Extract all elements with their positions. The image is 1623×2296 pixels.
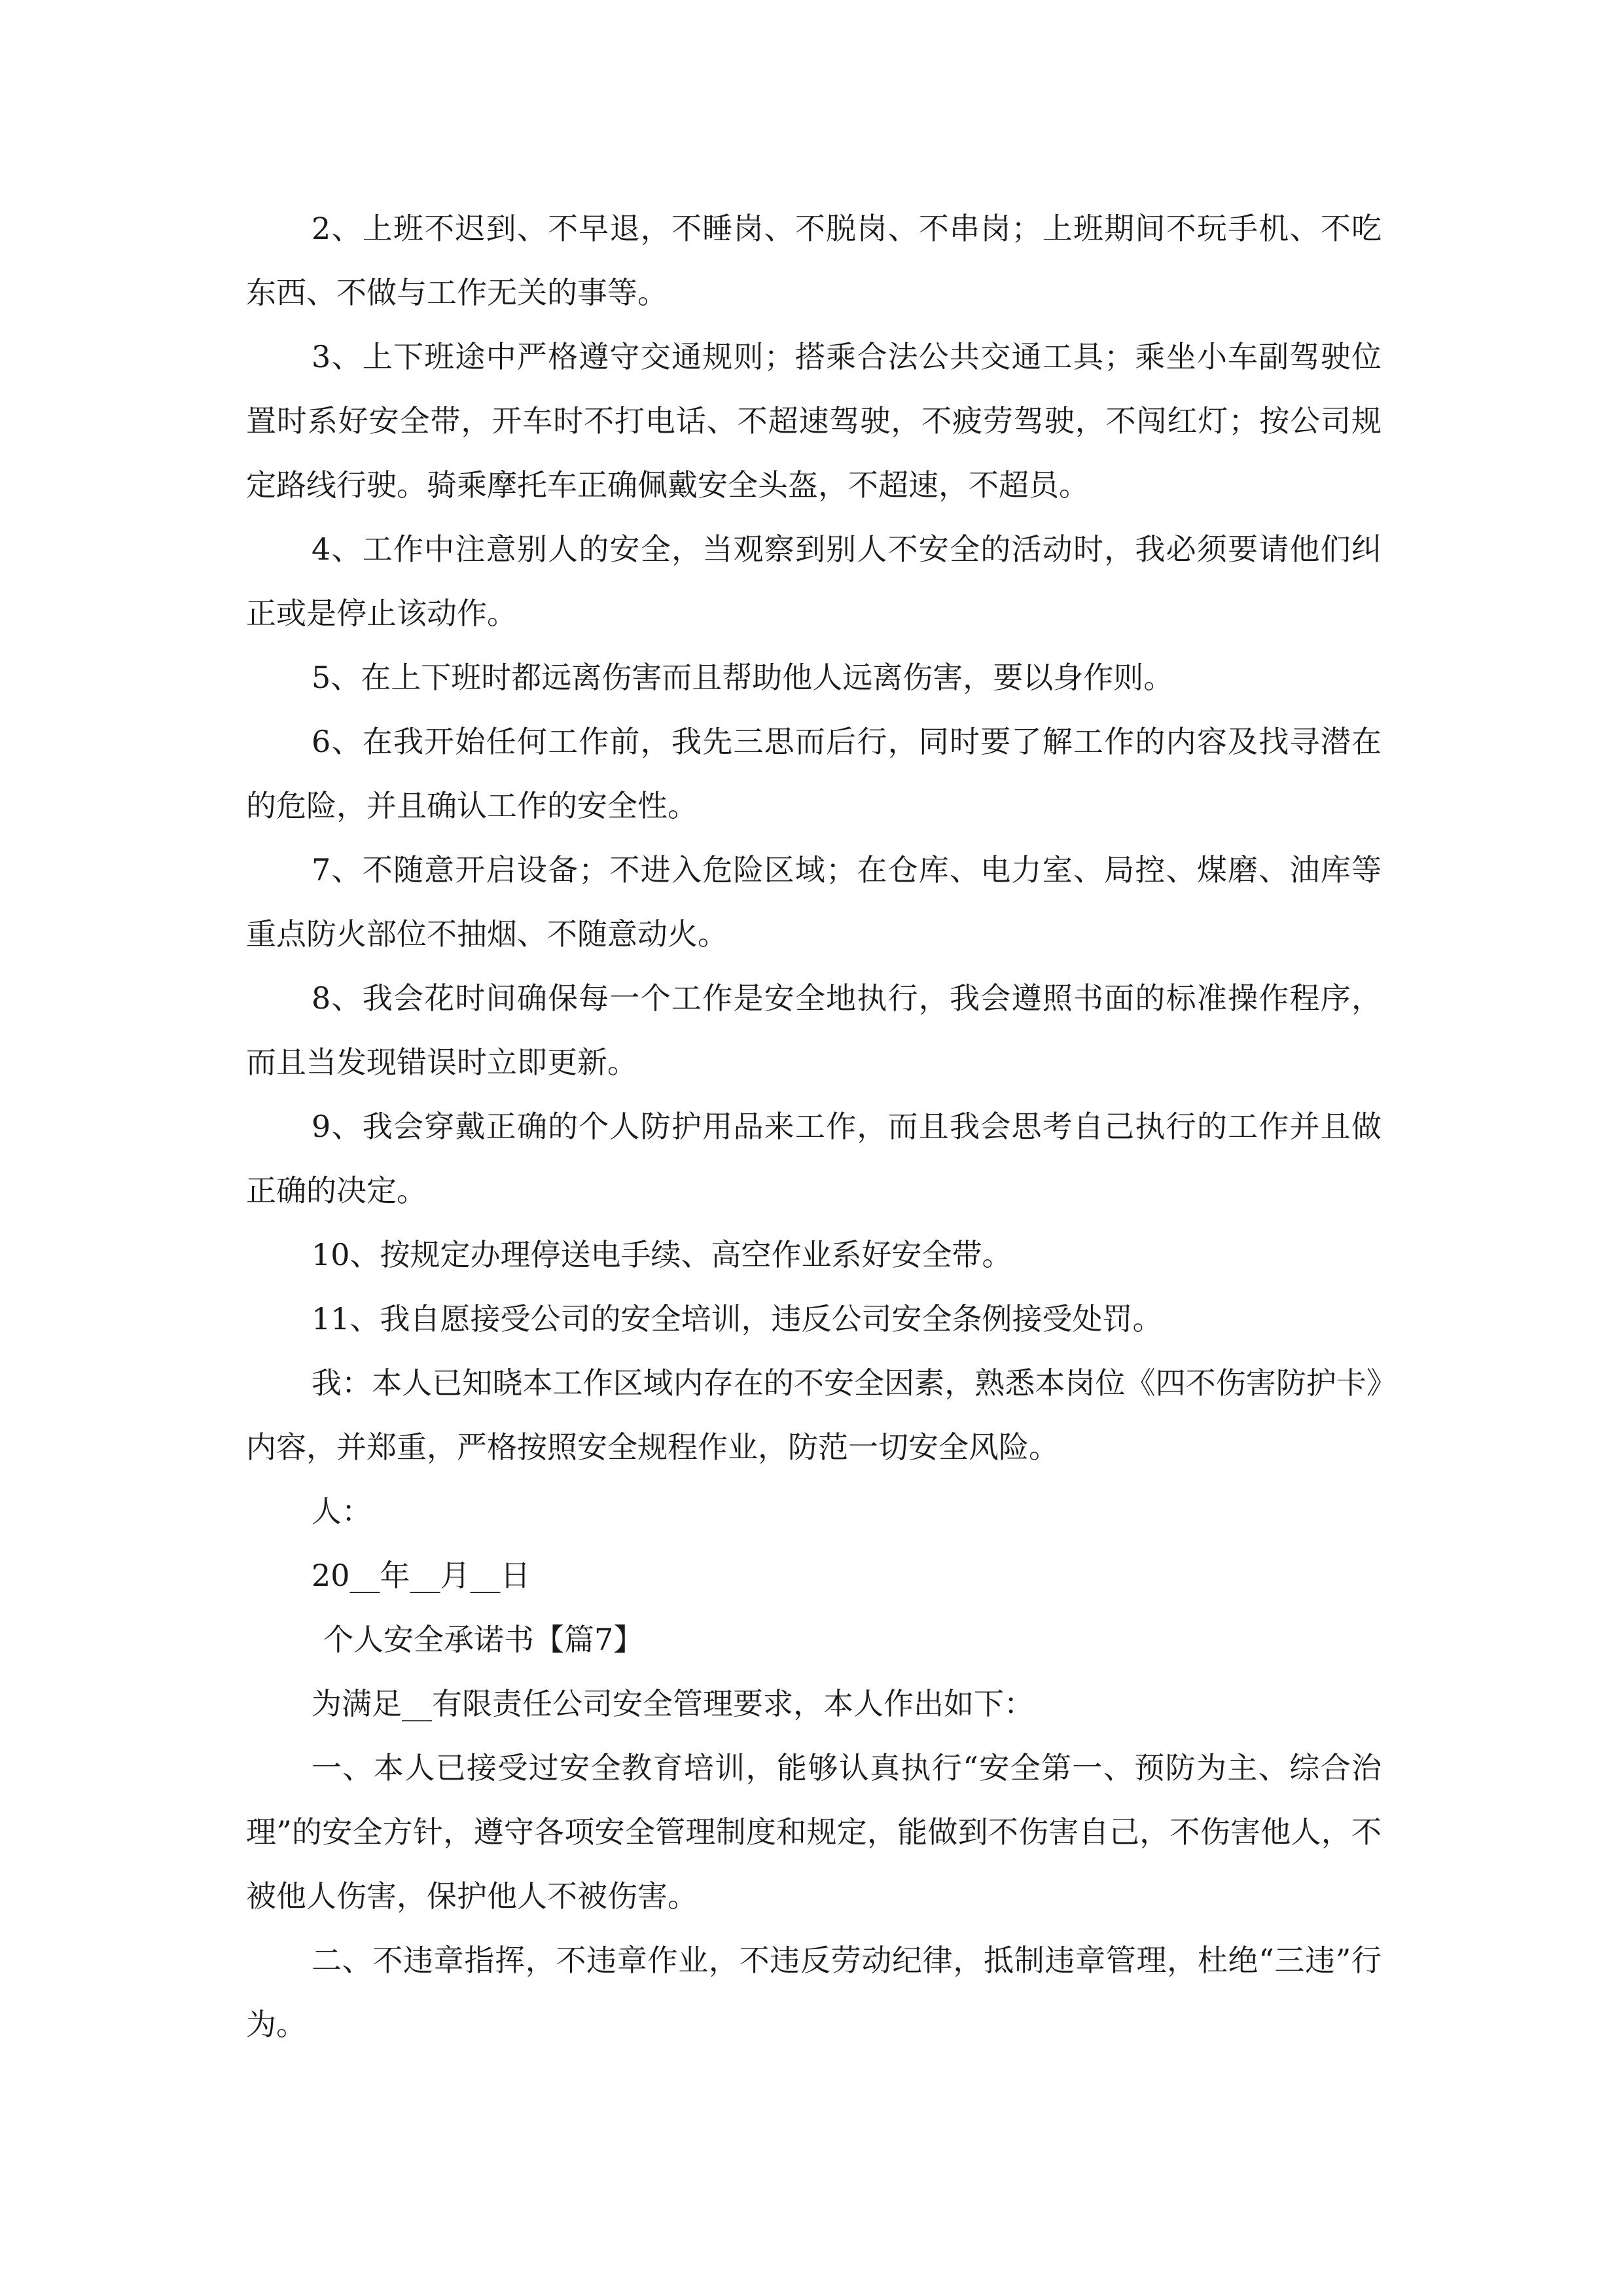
paragraph-item-6: 6、在我开始任何工作前，我先三思而后行，同时要了解工作的内容及找寻潜在的危险，并且确认工作的安全性。 xyxy=(246,724,1382,823)
pledge-statement: 我：本人已知晓本工作区域内存在的不安全因素，熟悉本岗位《四不伤害防护卡》内容，并郑重，严格按照安全规程作业，防范一切安全风险。 xyxy=(246,1365,1382,1465)
paragraph-item-3: 3、上下班途中严格遵守交通规则；搭乘合法公共交通工具；乘坐小车副驾驶位置时系好安全带，开车时不打电话、不超速驾驶，不疲劳驾驶，不闯红灯；按公司规定路线行驶。骑乘摩托车正确佩戴安全头盔，不超速，不超员。 xyxy=(246,339,1382,503)
paragraph-item-2: 2、上班不迟到、不早退，不睡岗、不脱岗、不串岗；上班期间不玩手机、不吃东西、不做与工作无关的事等。 xyxy=(246,211,1382,310)
paragraph-item-5: 5、在上下班时都远离伤害而且帮助他人远离伤害，要以身作则。 xyxy=(312,660,1174,695)
paragraph-item-8: 8、我会花时间确保每一个工作是安全地执行，我会遵照书面的标准操作程序，而且当发现错误时立即更新。 xyxy=(246,980,1382,1080)
section-intro: 为满足__有限责任公司安全管理要求，本人作出如下： xyxy=(312,1686,1034,1721)
signature-line: 人： xyxy=(312,1494,372,1529)
section-item-1: 一、本人已接受过安全教育培训，能够认真执行“安全第一、预防为主、综合治理”的安全方针，遵守各项安全管理制度和规定，能做到不伤害自己，不伤害他人，不被他人伤害，保护他人不被伤害。 xyxy=(246,1750,1382,1914)
paragraph-item-10: 10、按规定办理停送电手续、高空作业系好安全带。 xyxy=(312,1237,1012,1272)
date-line: 20__年__月__日 xyxy=(312,1558,531,1593)
paragraph-item-9: 9、我会穿戴正确的个人防护用品来工作，而且我会思考自己执行的工作并且做正确的决定。 xyxy=(246,1109,1382,1208)
section-item-2: 二、不违章指挥，不违章作业，不违反劳动纪律，抵制违章管理，杜绝“三违”行为。 xyxy=(246,1943,1382,2042)
document-body xyxy=(246,196,1382,2056)
paragraph-item-11: 11、我自愿接受公司的安全培训，违反公司安全条例接受处罚。 xyxy=(312,1301,1163,1336)
paragraph-item-4: 4、工作中注意别人的安全，当观察到别人不安全的活动时，我必须要请他们纠正或是停止该动作。 xyxy=(246,531,1382,631)
section-heading: 个人安全承诺书【篇7】 xyxy=(323,1622,644,1657)
paragraph-item-7: 7、不随意开启设备；不进入危险区域；在仓库、电力室、局控、煤磨、油库等重点防火部位不抽烟、不随意动火。 xyxy=(246,852,1382,952)
